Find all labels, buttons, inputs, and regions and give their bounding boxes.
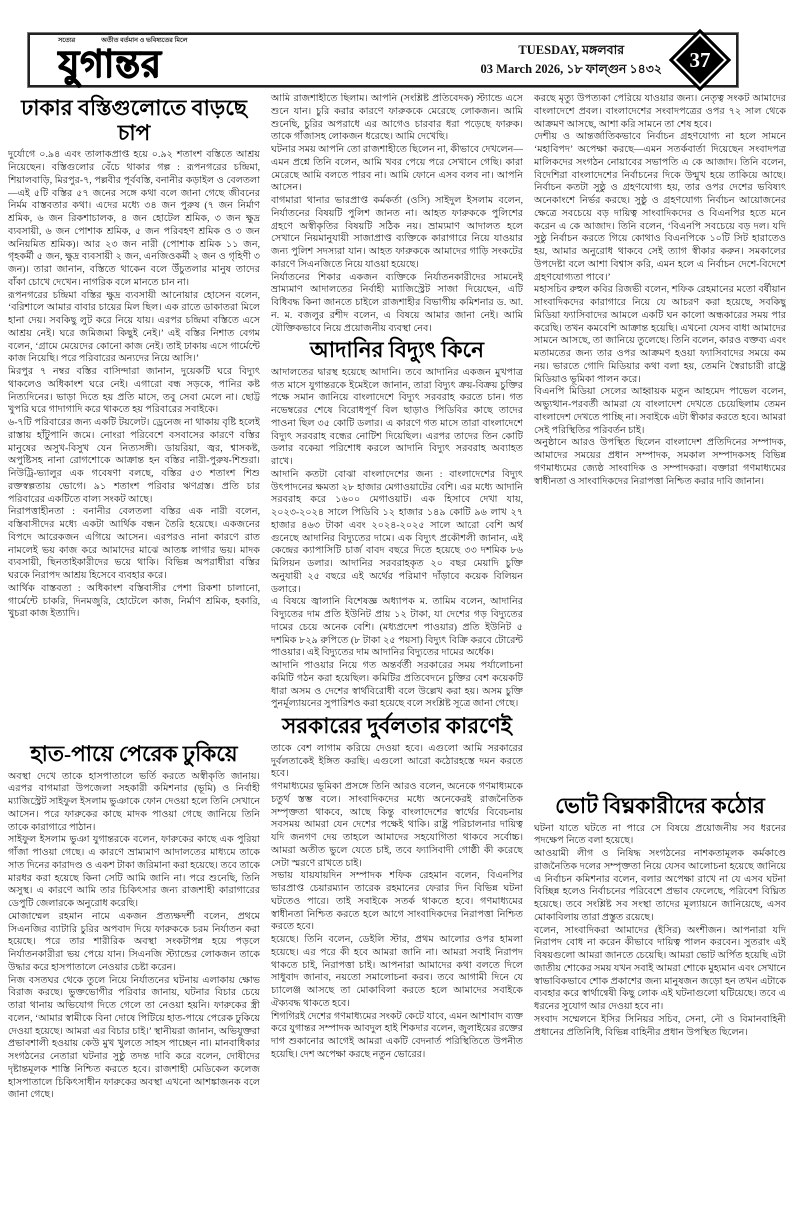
story-paragraph: অনুষ্ঠানে আরও উপস্থিত ছিলেন বাংলাদেশ প্রতিদিনের সম্পাদক, আমাদের সময়ের প্রধান সম্পাদক, সমকাল সম্পাদকসহ বিভিন্ন গণমাধ্যমের জ্যেষ্ঠ সাংবাদিক ও সম্পাদকরা। বক্তারা গণমাধ্যমের স্বাধীনতা ও সাংবাদিকদের নিরাপত্তা নিশ্চিত করার দাবি জানান।	[534, 437, 786, 487]
headline-nail-torture: হাত-পায়ে পেরেক ঢুকিয়ে	[30, 742, 238, 766]
day-line: TUESDAY, মঙ্গলবার	[518, 43, 625, 58]
story-paragraph: গণমাধ্যমের ভূমিকা প্রসঙ্গে তিনি আরও বলেন, অনেকে গণমাধ্যমকে চতুর্থ স্তম্ভ বলে। সাংবাদিকদের মধ্যে অনেকেরই রাজনৈতিক সম্পৃক্ততা থাকবে, আছে কিন্তু বাংলাদেশের স্বার্থের বিবেচনায় সবসময় আমরা যেন দেশের পক্ষেই থাকি। রাষ্ট্র পরিচালনার দায়িত্ব যদি জনগণ দেয় তাহলে আমাদের সহযোগিতা থাকবে সর্বোচ্চ। আমরা অতীত ভুলে যেতে চাই, তবে ফ্যাসিবাদী গোষ্ঠী কী করেছে সেটা স্মরণে রাখতে চাই।	[271, 781, 523, 869]
story-adani-power	[271, 335, 523, 711]
tagline-right: অতীত বর্তমান ও ভবিষ্যতের মিলে	[101, 37, 188, 45]
story-paragraph: আওয়ামী লীগ ও নিষিদ্ধ সংগঠনের নাশকতামূলক কর্মকাণ্ডে রাজনৈতিক দলের সম্পৃক্ততা নিয়ে যেসব আলোচনা হয়েছে জানিয়ে এ নির্বাচন কমিশনার বলেন, বলার অপেক্ষা রাখে না যে এসব ঘটনা বিচ্ছিন্ন হলেও নির্বাচনের পরিবেশে প্রভাব ফেলেছে, পরিবেশ বিঘ্নিত হয়েছে। তবে সংশ্লিষ্ট সব সংস্থা তাদের মূল্যায়নে জানিয়েছে, এসব মোকাবিলায় তারা প্রস্তুত রয়েছে।	[534, 848, 786, 923]
story-continuation-top	[271, 93, 523, 335]
masthead	[28, 33, 738, 87]
tagline-left: সত্যের	[58, 37, 76, 45]
date-block	[481, 41, 662, 79]
story-paragraph: হয়েছে। তিনি বলেন, ডেইলি স্টার, প্রথম আলোর ওপর হামলা হয়েছে। এর পরে কী হবে আমরা জানি না। আমরা সবাই নিরাপদ থাকতে চাই, নিরাপত্তা চাই। আপনারা আমাদের কথা বলতে দিলে সাধুবাদ জানাব, নয়তো সমালোচনা করব। তবে আগামী দিনে যে চ্যালেঞ্জ আসছে তা মোকাবিলা করতে হলে আমাদের সবাইকে ঐক্যবদ্ধ থাকতে হবে।	[271, 934, 523, 1009]
story-paragraph: শিগগিরই দেশের গণমাধ্যমের সংকট কেটে যাবে, এমন আশাবাদ ব্যক্ত করে যুগান্তর সম্পাদক আবদুল হাই শিকদার বলেন, জুলাইয়ের রক্তের দাগ শুকানোর আগেই আমরা একটি বেদনার্ত পরিস্থিতিতে উপনীত হয়েছি। দেশ অপেক্ষা করছে নতুন ভোরের।	[271, 1010, 523, 1060]
column-middle	[271, 93, 523, 1217]
story-paragraph: ৬-৭টি পরিবারের জন্য একটি টয়লেট। ড্রেনেজ না থাকায় বৃষ্টি হলেই রাস্তায় হাঁটুপানি জমে। নোংরা পরিবেশে বসবাসের কারণে বস্তির মানুষের অসুখ-বিসুখ যেন নিত্যসঙ্গী। ডায়রিয়া, জ্বর, শ্বাসকষ্ট, অপুষ্টিসহ নানা রোগশোকে আক্রান্ত হন বস্তির নারী-পুরুষ-শিশুরা। নিউট্রি-ভ্যালুর এক গবেষণা বলছে, বস্তির ৫৩ শতাংশ শিশু রক্তস্বল্পতায় ভোগে। ৯১ শতাংশ পরিবার ঋণগ্রস্ত। প্রতি চার পরিবারের একটিতে বাল্য সংকট আছে।	[8, 417, 260, 505]
story-paragraph: আমি রাজশাহীতে ছিলাম। আপনি (সংশ্লিষ্ট প্রতিবেদক) স্ট্যান্ডে এসে শুনে যান। চুরি করার কারণে ফারুককে মেরেছে লোকজন। আমি শুনেছি, চুরির অপরাধে এর আগেও চারবার ধরা পড়েছে ফারুক। তাকে গাঁজাসহ লোকজন ধরেছে। আমি দেখেছি।	[271, 93, 523, 143]
newspaper-title: যুগান্তর	[58, 42, 162, 85]
story-paragraph: বিএনপি মিডিয়া সেলের আহ্বায়ক মতুন আহমেদ পাভেল বলেন, অভ্যুত্থান-পরবর্তী আমরা যে বাংলাদেশ দেখতে চেয়েছিলাম তেমন বাংলাদেশ দেখতে পাচ্ছি না। সবাইকে এটা স্বীকার করতে হবে। আমরা সেই পরিস্থিতির পরিবর্তন চাই।	[534, 386, 786, 436]
story-paragraph: নির্যাতনের শিকার একজন ব্যক্তিকে নির্যাতনকারীদের সামনেই ভ্রাম্যমাণ আদালতের নির্বাহী ম্যাজিস্ট্রেট সাজা দিয়েছেন, এটি বিধিবদ্ধ কিনা জানতে চাইলে রাজশাহীর বিভাগীয় কমিশনার ড. আ. ন. ম. বজলুর রশীদ বলেন, এ বিষয়ে আমার জানা নেই। আমি যৌক্তিকভাবে নিয়ে প্রয়োজনীয় ব্যবস্থা নেব।	[271, 271, 523, 334]
story-paragraph: ঘটনা যাতে ঘটতে না পারে সে বিষয়ে প্রয়োজনীয় সব ধরনের পদক্ষেপ নিতে বলা হয়েছে।	[534, 822, 786, 847]
story-paragraph: করছে মৃত্যু উপত্যকা পেরিয়ে যাওয়ার জন্য। নেতৃত্ব সংকট আমাদের বাংলাদেশে প্রবল। বাংলাদেশের সংবাদপত্রের ওপর ৭২ সাল থেকে আক্রমণ আসছে, আশা করি সামনে তা শেষ হবে।	[534, 93, 786, 130]
story-paragraph: সাইফুল ইসলাম ভুঞা যুগান্তরকে বলেন, ফারুকের কাছে এক পুরিয়া গাঁজা পাওয়া গেছে। এ কারণে ভ্রাম্যমাণ আদালতের মাধ্যমে তাকে সাত দিনের কারাদণ্ড ও একশ টাকা জরিমানা করা হয়েছে। তবে তাকে মারধর করা হয়েছে কিনা সেটি আমি জানি না। পরে শুনেছি, তিনি অসুস্থ। এ কারণে আমি তার চিকিৎসার জন্য রাজশাহী কারাগারের ডেপুটি জেলারকে অনুরোধ করেছি।	[8, 834, 260, 910]
story-paragraph: তাকে বেশ লাগাম করিয়ে দেওয়া হবে। এগুলো আমি সরকারের দুর্বলতাকেই ইঙ্গিত করছি। এগুলো আরো কঠোরহস্তে দমন করতে হবে।	[271, 742, 523, 780]
story-paragraph: মোজাম্মেল রহমান নামে একজন প্রত্যক্ষদর্শী বলেন, প্রথমে সিএনজির ব্যাটারি চুরির অপবাদ দিয়ে ফারুককে চরম নির্যাতন করা হয়েছে। পরে তার শারীরিক অবস্থা সংকটাপন্ন হয়ে পড়লে নির্যাতনকারীরা ভয় পেয়ে যান। সিএনজি স্ট্যান্ডের লোকজন তাকে উদ্ধার করে হাসপাতালে নেওয়ার চেষ্টা করেন।	[8, 910, 260, 973]
column-right	[534, 93, 786, 1217]
story-paragraph: মহাসচিব রুহুল কবির রিজভী বলেন, শফিক রেহমানের মতো বর্ষীয়ান সাংবাদিকদের কারাগারে নিয়ে যে আচরণ করা হয়েছে, সবকিছু মিডিয়া ফ্যাসিবাদের আমলে একটি ঘন কালো অন্ধকারের সময় পার করেছি। তখন কমবেশি আক্রান্ত হয়েছি। এখনো যেসব বাধা আমাদের সামনে আসছে, তা জানিয়ে তুলেছে। তিনি বলেন, কারও বক্তব্য এবং মতামতের জন্য তার ওপর আক্রমণ হওয়া ফ্যাসিবাদের সময়ে কম নয়। ভারতে গোদি মিডিয়ার কথা বলা হয়, তেমনি স্বৈরাচারী রাষ্ট্রে মিডিয়াও ভূমিকা পালন করে।	[534, 284, 786, 385]
headline-dhaka-slums: ঢাকার বস্তিগুলোতে বাড়ছে চাপ	[21, 96, 247, 145]
story-paragraph: বাগমারা থানার ভারপ্রাপ্ত কর্মকর্তা (ওসি) সাইদুল ইসলাম বলেন, নির্যাতনের বিষয়টি পুলিশ জানত না। আহত ফারুককে পুলিশের গ্রহণে অস্বীকৃতির বিষয়টি সঠিক নয়। ভ্রাম্যমাণ আদালত হলে সেখানে নিয়মানুযায়ী সাজাপ্রাপ্ত ব্যক্তিকে কারাগারে নিয়ে যাওয়ার জন্য পুলিশ সদস্যরা যান। আহত ফারুককে আমাদের গাড়ি সংকটের কারণে সিএনজিতে নিয়ে যাওয়া হয়েছে।	[271, 195, 523, 270]
story-noab-election	[534, 93, 786, 791]
story-paragraph: রূপনগরের চন্দ্রিমা বস্তির ক্ষুদ্র ব্যবসায়ী আনোয়ার হোসেন বলেন, ‘বরিশালে আমার বাবার চায়ের মিল ছিল। এক রাতে ডাকাতরা মিলে হানা দেয়। সবকিছু লুট করে নিয়ে যায়। এরপর চন্দ্রিমা বস্তিতে এসে আশ্রয় নেই। ঘরে জমিজমা কিছুই নেই।’ এই বস্তির নিশাত বেগম বলেন, ‘গ্রামে মেয়েদের কোনো কাজ নেই। তাই ঢাকায় এসে গার্মেন্টে কাজ নিয়েছি। পরে পরিবারের অন্যদের নিয়ে আসি।’	[8, 289, 260, 365]
story-paragraph: সভায় যায়যায়দিন সম্পাদক শফিক রেহমান বলেন, বিএনপির ভারপ্রাপ্ত চেয়ারম্যান তারেক রহমানের ফেরার দিন বিভিন্ন ঘটনা ঘটতেও পারে। তাই সবাইকে সতর্ক থাকতে হবে। গণমাধ্যমের স্বাধীনতা নিশ্চিত করতে হলে আগে সাংবাদিকদের নিরাপত্তা নিশ্চিত করতে হবে।	[271, 870, 523, 933]
story-dhaka-slums	[8, 93, 260, 739]
story-vote-disruptors	[534, 791, 786, 1039]
date-line: 03 March 2026, ১৮ ফাল্গুন ১৪৩২	[480, 62, 662, 76]
story-paragraph: বলেন, সাংবাদিকরা আমাদের (ইসির) অংশীজন। আপনারা যদি নিরাপদ বোধ না করেন কীভাবে দায়িত্ব পালন করবেন। সুতরাং এই বিষয়গুলো আমরা জানতে চেয়েছি। আমরা ভোট অর্পিত হয়েছি এটা জাতীয় শোকের সময় যখন সবাই আমরা শোকে মুহ্যমান এবং সেখানে স্বাভাবিকভাবে শোক প্রকাশের জন্য মানুষজন জড়ো হন তখন এটাকে ব্যবহার করে স্বার্থান্বেষী কিছু লোক এই ঘটনাগুলো ঘটিয়েছে। তবে এ ধরনের সুযোগ আর দেওয়া হবে না।	[534, 924, 786, 1013]
story-paragraph: আদানি কতটা বোঝা বাংলাদেশের জন্য : বাংলাদেশের বিদ্যুৎ উৎপাদনের ক্ষমতা ২৮ হাজার মেগাওয়াটের বেশি। এর মধ্যে আদানি সরবরাহ করে ১৬০০ মেগাওয়াট। এক হিসাবে দেখা যায়, ২০২৩-২০২৪ সালে পিডিবি ১২ হাজার ১৪৯ কোটি ৯৬ লাখ ২৭ হাজার ৪৬৩ টাকা এবং ২০২৪-২০২৫ সালে আরো বেশি অর্থ গুনেছে আদানির বিদ্যুতের দামে। এক বিদ্যুৎ প্রকৌশলী জানান, এই কেন্দ্রের ক্যাপাসিটি চার্জ বাবদ বছরে দিতে হয়েছে ৩৩ দশমিক ৮৬ মিলিয়ন ডলার। আদানির সরবরাহকৃত ২০ বছর মেয়াদি চুক্তি অনুযায়ী ২৫ বছরে এই অর্থের পরিমাণ দাঁড়াবে কয়েক বিলিয়ন ডলারে।	[271, 468, 523, 595]
story-paragraph: সংবাদ সম্মেলনে ইসির সিনিয়র সচিব, সেনা, নৌ ও বিমানবাহিনী প্রধানের প্রতিনিধি, বিভিন্ন বাহিনীর প্রধান উপস্থিত ছিলেন।	[534, 1013, 786, 1038]
story-paragraph: আর্থিক বাস্তবতা : অধিকাংশ বস্তিবাসীর পেশা রিকশা চালানো, গার্মেন্টে চাকরি, দিনমজুরি, হোটেলে কাজ, নির্মাণ শ্রমিক, হকারি, খুচরা কাজ ইত্যাদি।	[8, 582, 260, 620]
story-nail-torture	[8, 739, 260, 1102]
story-paragraph: এ বিষয়ে জ্বালানি বিশেষজ্ঞ অধ্যাপক ম. তামিম বলেন, আদানির বিদ্যুতের দাম প্রতি ইউনিট প্রায় ১২ টাকা, যা দেশের গড় বিদ্যুতের দামের চেয়ে অনেক বেশি। (মধ্যপ্রদেশ পাওয়ার) প্রতি ইউনিট ৫ দশমিক ৮২৯ রুপিতে (৮ টাকা ২৫ পয়সা) বিদ্যুৎ বিক্রি করবে টোরেন্ট পাওয়ার। এই বিদ্যুতের দাম আদানির বিদ্যুতের দামের অর্ধেক।	[271, 596, 523, 659]
story-paragraph: আদানি পাওয়ার নিয়ে গত অন্তর্বর্তী সরকারের সময় পর্যালোচনা কমিটি গঠন করা হয়েছিল। কমিটির প্রতিবেদনে চুক্তির বেশ কয়েকটি ধারা অসম ও দেশের স্বার্থবিরোধী বলে উল্লেখ করা হয়। অসম চুক্তি পুনর্মূল্যায়নের সুপারিশও করা হয়েছে বলে সংশ্লিষ্ট সূত্রে জানা গেছে।	[271, 660, 523, 710]
newspaper-logo	[58, 37, 188, 85]
story-paragraph: ঘটনার সময় আপনি তো রাজশাহীতে ছিলেন না, কীভাবে দেখলেন—এমন প্রশ্নে তিনি বলেন, আমি খবর পেয়ে পরে সেখানে গেছি। কারা মেরেছে আমি বলতে পারব না। আমি ফোনে এসব বলব না। আপনি আসেন।	[271, 144, 523, 194]
headline-vote-disruptors: ভোট বিঘ্নকারীদের কঠোর	[555, 794, 765, 818]
headline-adani-power: আদানির বিদ্যুৎ কিনে	[310, 338, 484, 363]
story-paragraph: আদালতের দ্বারস্থ হয়েছে আদানি। তবে আদানির একজন মুখপাত্র গত মাসে যুগান্তরকে ইমেইলে জানান, তারা বিদ্যুৎ ক্রয়-বিক্রয় চুক্তির পক্ষে সমান জানিয়ে বাংলাদেশে বিদ্যুৎ সরবরাহ করতে চান। গত নভেম্বরের শেষে বিরোধপূর্ণ বিল ছাড়াও পিডিবির কাছে তাদের পাওনা ছিল ৩৫ কোটি ডলার। এ কারণে গত মাসে তারা বাংলাদেশে বিদ্যুৎ সরবরাহ বন্ধের নোটিশ দিয়েছিল। এরপর তাদের তিন কোটি ডলার বকেয়া পরিশোধ করলে আদানি বিদ্যুৎ সরবরাহ অব্যাহত রাখে।	[271, 366, 523, 468]
page-number: 37	[689, 47, 711, 72]
story-paragraph: দুর্যোগে ০.৯৪ এবং তালাকপ্রাপ্ত হয়ে ০.৯২ শতাংশ বস্তিতে আশ্রয় নিয়েছেন। বস্তিগুলোর বেঁচে থাকার গল্প : রূপনগরের চন্দ্রিমা, শিয়ালবাড়ি, মিরপুর-৭, পল্লবীর পূর্ববস্তি, বনানীর কড়াইল ও বেলতলা—এই ৫টি বস্তির ৫৭ জনের সঙ্গে কথা বলে জানা গেছে জীবনের নির্মম বাস্তবতার কথা। এদের মধ্যে ৩৪ জন পুরুষ (৭ জন নির্মাণ শ্রমিক, ৬ জন রিকশাচালক, ৪ জন হোটেল শ্রমিক, ৩ জন ক্ষুদ্র ব্যবসায়ী, ৬ জন পোশাক শ্রমিক, ৫ জন পরিবহণ শ্রমিক ও ৩ জন অনিয়মিত শ্রমিক)। আর ২৩ জন নারী (পোশাক শ্রমিক ১১ জন, গৃহকর্মী ৫ জন, ক্ষুদ্র ব্যবসায়ী ২ জন, এনজিওকর্মী ২ জন ও গৃহিণী ৩ জন)। তারা জানান, বস্তিতে থাকেন বলে উঁচুতলার মানুষ তাদের বাঁকা চোখে দেখেন। নাগরিক বলে মানতে চান না।	[8, 149, 260, 288]
page-content	[8, 93, 786, 1217]
story-paragraph: নিরাপত্তাহীনতা : বনানীর বেলতলা বস্তির এক নারী বলেন, বস্তিবাসীদের মধ্যে একটা আর্থিক বন্ধন তৈরি হয়েছে। একজনের বিপদে আরেকজন এগিয়ে আসেন। এরপরও নানা কারণে রাত নামলেই ভয় কাজ করে আমাদের মাঝে আতঙ্ক লাগার ভয়। মাদক ব্যবসায়ী, ছিনতাইকারীদের ভয়ে থাকি। বিভিন্ন অপরাধীরা বস্তির ঘরকে নিরাপদ আশ্রয় হিসেবে ব্যবহার করে।	[8, 506, 260, 582]
story-paragraph: দেশীয় ও আন্তর্জাতিকভাবে নির্বাচন গ্রহণযোগ্য না হলে সামনে ‘মহাবিপদ’ অপেক্ষা করছে—এমন সতর্কবার্তা দিয়েছেন সংবাদপত্র মালিকদের সংগঠন নোয়াবের সভাপতি এ কে আজাদ। তিনি বলেন, বিদেশিরা বাংলাদেশের নির্বাচনের দিকে উন্মুখ হয়ে তাকিয়ে আছে। নির্বাচন কতটা সুষ্ঠু ও গ্রহণযোগ্য হয়, তার ওপর দেশের ভবিষ্যৎ অনেকাংশে নির্ভর করছে। সুষ্ঠু ও গ্রহণযোগ্য নির্বাচন আয়োজনের ক্ষেত্রে সবচেয়ে বড় দায়িত্ব সাংবাদিকদের ও বিএনপির হতে মনে করেন এ কে আজাদ। তিনি বলেন, ‘বিএনপি সবচেয়ে বড় দল। যদি সুষ্ঠু নির্বাচন করতে গিয়ে কোথাও বিএনপিকে ১০টি সিট হারাতেও হয়, আমার অনুরোধ থাকবে সেই ত্যাগ স্বীকার করুন। সমকালের উপদেষ্টা বলে আশা বিশ্বাস করি, এমন হলে এ নির্বাচন দেশে-বিদেশে গ্রহণযোগ্যতা পাবে।’	[534, 131, 786, 283]
headline-govt-weakness: সরকারের দুর্বলতার কারণেই	[282, 714, 512, 739]
story-paragraph: নিজ বসতঘর থেকে তুলে নিয়ে নির্যাতনের ঘটনায় এলাকায় ক্ষোভ বিরাজ করছে। ভুক্তভোগীর পরিবার জানায়, ঘটনার বিচার চেয়ে তারা থানায় অভিযোগ দিতে গেলে তা নেওয়া হয়নি। ফারুকের স্ত্রী বলেন, ‘আমার স্বামীকে বিনা দোষে পিটিয়ে হাত-পায়ে পেরেক ঢুকিয়ে দেওয়া হয়েছে। আমরা এর বিচার চাই।’ স্থানীয়রা জানান, অভিযুক্তরা প্রভাবশালী হওয়ায় কেউ মুখ খুলতে সাহস পাচ্ছেন না। মানবাধিকার সংগঠনের নেতারা ঘটনার সুষ্ঠু তদন্ত দাবি করে বলেন, দোষীদের দৃষ্টান্তমূলক শাস্তি নিশ্চিত করতে হবে। রাজশাহী মেডিকেল কলেজ হাসপাতালে চিকিৎসাধীন ফারুকের অবস্থা এখনো আশঙ্কাজনক বলে জানা গেছে।	[8, 974, 260, 1101]
story-paragraph: মিরপুর ৭ নম্বর বস্তির বাসিন্দারা জানান, দুয়েকটি ঘরে বিদ্যুৎ থাকলেও অধিকাংশ ঘরে নেই। এগারো বন্ধ সড়কে, পানির কষ্ট নিত্যদিনের। ভাড়া দিতে হয় প্রতি মাসে, তবু সেবা মেলে না। ছোট্ট খুপরি ঘরে গাদাগাদি করে থাকতে হয় পরিবারের সবাইকে।	[8, 366, 260, 416]
page-number-diamond	[669, 29, 731, 91]
story-govt-weakness	[271, 711, 523, 1061]
column-left	[8, 93, 260, 1217]
story-paragraph: অবস্থা দেখে তাকে হাসপাতালে ভর্তি করতে অস্বীকৃতি জানায়। এরপর বাগমারা উপজেলা সহকারী কমিশনার (ভূমি) ও নির্বাহী ম্যাজিস্ট্রেট সাইফুল ইসলাম ভুঞাকে ফোন দেওয়া হলে তিনি সেখানে আসেন। পরে ফারুকের কাছে মাদক পাওয়া গেছে জানিয়ে তিনি তাকে কারাগারে পাঠান।	[8, 770, 260, 833]
